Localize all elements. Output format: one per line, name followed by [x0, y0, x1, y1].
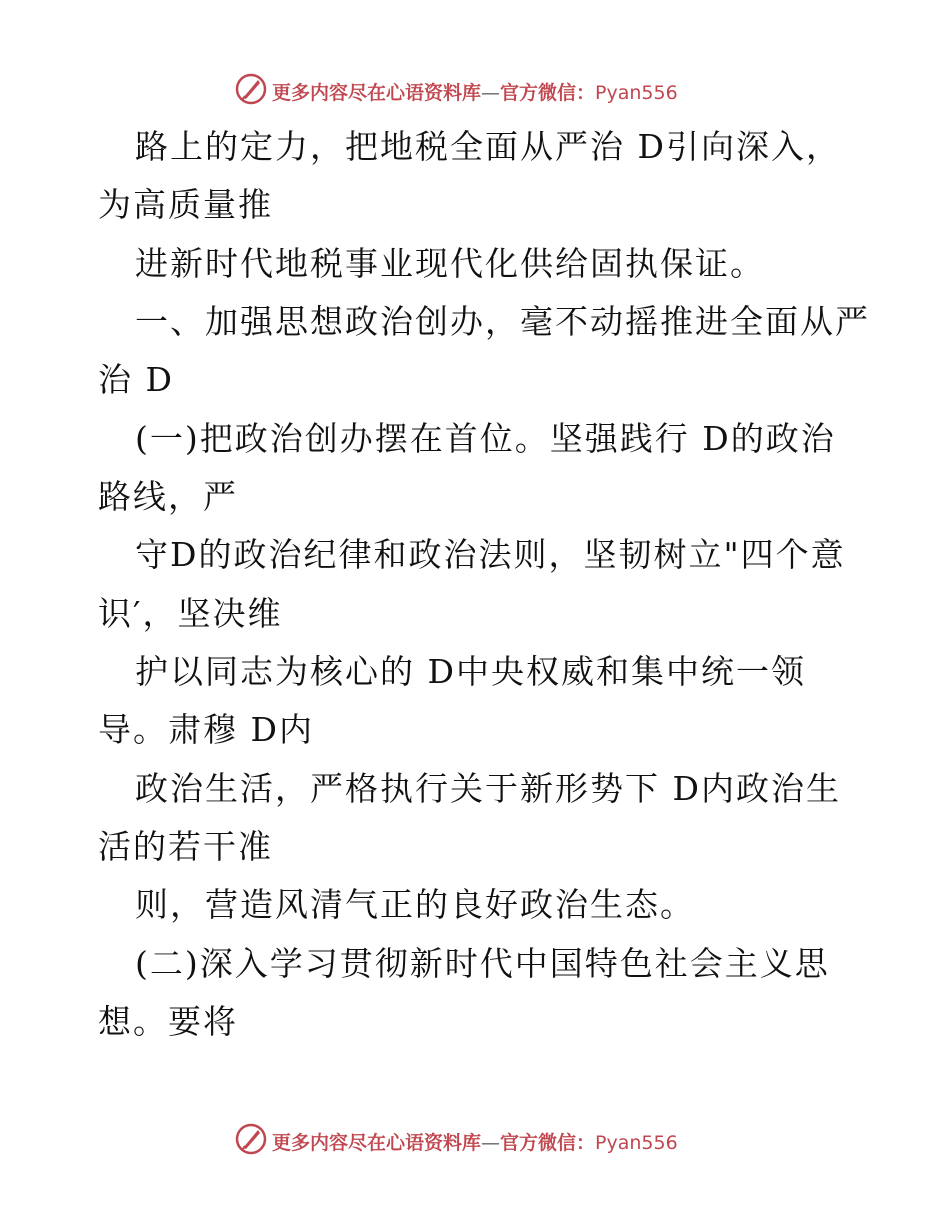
feather-pen-logo-icon	[234, 1122, 268, 1156]
text-line: (一)把政治创办摆在首位。坚强践行 D的政治	[135, 419, 836, 458]
banner-prefix: 更多内容尽在心语资料库	[272, 1132, 482, 1154]
text-line: 守D的政治纪律和政治法则，坚韧树立"四个意	[135, 535, 846, 574]
text-line: 识′，坚决维	[98, 594, 283, 633]
text-line: 想。要将	[98, 1002, 238, 1041]
text-line: 路上的定力，把地税全面从严治 D引向深入，	[135, 127, 841, 166]
text-line: 为高质量推	[98, 185, 273, 224]
banner-prefix: 更多内容尽在心语资料库	[272, 82, 482, 104]
text-line: 路线，严	[98, 477, 238, 516]
text-line: 政治生活，严格执行关于新形势下 D内政治生	[135, 769, 841, 808]
text-line: 护以同志为核心的 D中央权威和集中统一领	[135, 652, 806, 691]
banner-label: 官方微信：	[500, 82, 596, 104]
text-line: (二)深入学习贯彻新时代中国特色社会主义思	[135, 944, 830, 983]
text-line: 进新时代地税事业现代化供给固执保证。	[135, 244, 765, 283]
banner-dash: —	[481, 82, 501, 104]
banner-dash: —	[481, 1132, 501, 1154]
text-line: 治 D	[98, 360, 174, 399]
banner-wechat-id: Pyan556	[595, 1132, 678, 1154]
banner-text	[272, 1128, 678, 1155]
text-line: 则，营造风清气正的良好政治生态。	[135, 885, 695, 924]
text-line: 活的若干准	[98, 827, 273, 866]
banner-wechat-id: Pyan556	[595, 82, 678, 104]
footer-banner	[0, 1120, 950, 1160]
banner-label: 官方微信：	[500, 1132, 596, 1154]
text-line: 导。肃穆 D内	[98, 710, 314, 749]
text-line: 一、加强思想政治创办，毫不动摇推进全面从严	[135, 302, 870, 341]
